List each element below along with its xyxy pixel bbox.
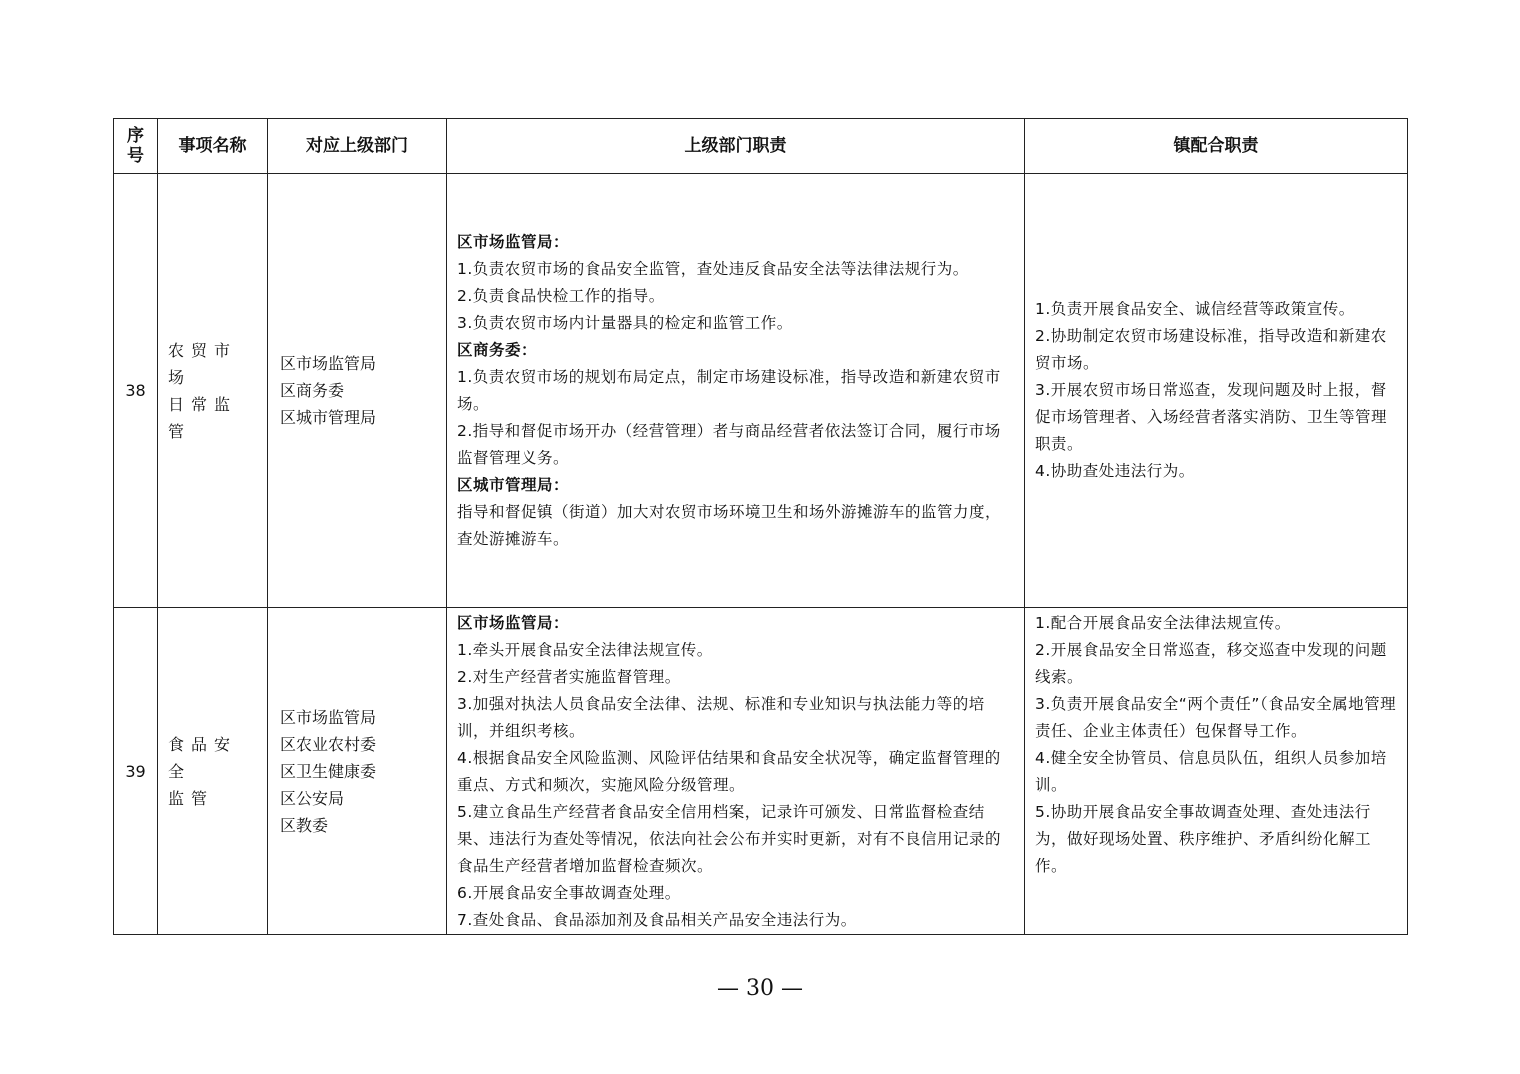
row-superior-duties: [447, 174, 1025, 608]
header-serial-line-2: 号: [127, 146, 144, 166]
header-serial: [114, 119, 158, 174]
duty-item: 2.负责食品快检工作的指导。: [457, 286, 665, 305]
header-superior-dept: 对应上级部门: [268, 119, 447, 174]
item-name-line: 监管: [168, 788, 215, 808]
row-town-duties: [1025, 608, 1408, 935]
item-name-line: 日常监管: [168, 394, 238, 441]
town-duty-item: 1.配合开展食品安全法律法规宣传。: [1035, 614, 1291, 632]
row-item-name: [158, 608, 268, 935]
department: 区农业农村委: [280, 734, 377, 754]
duty-item: 指导和督促镇（街道）加大对农贸市场环境卫生和场外游摊游车的监管力度，查处游摊游车。: [457, 502, 1002, 548]
town-duty-item: 1.负责开展食品安全、诚信经营等政策宣传。: [1035, 300, 1355, 318]
row-town-duties: [1025, 174, 1408, 608]
duty-item: 1.负责农贸市场的食品安全监管，查处违反食品安全法等法律法规行为。: [457, 259, 969, 278]
department: 区公安局: [280, 788, 345, 808]
duty-item: 3.负责农贸市场内计量器具的检定和监管工作。: [457, 313, 793, 332]
department: 区城市管理局: [280, 408, 377, 427]
duty-item: 5.建立食品生产经营者食品安全信用档案，记录许可颁发、日常监督检查结果、违法行为查处等情况，依法向社会公布并实时更新，对有不良信用记录的食品生产经营者增加监督检查频次。: [457, 803, 1002, 875]
responsibility-table-container: [113, 118, 1407, 935]
row-item-name: [158, 174, 268, 608]
duty-section-heading: 区市场监管局：: [457, 614, 570, 632]
duty-section-heading: 区城市管理局：: [457, 475, 570, 494]
town-duty-item: 4.协助查处违法行为。: [1035, 462, 1195, 480]
row-departments: [268, 174, 447, 608]
town-duty-item: 3.负责开展食品安全“两个责任”（食品安全属地管理责任、企业主体责任）包保督导工作。: [1035, 695, 1397, 740]
header-superior-duty: 上级部门职责: [447, 119, 1025, 174]
town-duty-item: 4.健全安全协管员、信息员队伍，组织人员参加培训。: [1035, 749, 1387, 794]
table-row: [114, 174, 1408, 608]
duty-item: 3.加强对执法人员食品安全法律、法规、标准和专业知识与执法能力等的培训，并组织考核。: [457, 695, 985, 740]
town-duty-item: 3.开展农贸市场日常巡查，发现问题及时上报，督促市场管理者、入场经营者落实消防、卫生等管理职责。: [1035, 381, 1388, 453]
department: 区教委: [280, 815, 329, 835]
duty-item: 7.查处食品、食品添加剂及食品相关产品安全违法行为。: [457, 911, 857, 929]
header-serial-line-1: 序: [127, 126, 144, 146]
duty-section-heading: 区商务委：: [457, 340, 538, 359]
department: 区商务委: [280, 381, 345, 400]
item-name-line: 农贸市场: [168, 340, 238, 387]
duty-item: 1.负责农贸市场的规划布局定点，制定市场建设标准，指导改造和新建农贸市场。: [457, 367, 1001, 413]
table-header-row: [114, 119, 1408, 174]
duty-item: 4.根据食品安全风险监测、风险评估结果和食品安全状况等，确定监督管理的重点、方式和频次，实施风险分级管理。: [457, 749, 1001, 794]
page-number: — 30 —: [717, 976, 803, 1001]
duty-item: 2.对生产经营者实施监督管理。: [457, 668, 681, 686]
header-item-name: 事项名称: [158, 119, 268, 174]
town-duty-item: 2.协助制定农贸市场建设标准，指导改造和新建农贸市场。: [1035, 327, 1387, 372]
row-departments: [268, 608, 447, 935]
duty-section-heading: 区市场监管局：: [457, 232, 570, 251]
duty-item: 2.指导和督促市场开办（经营管理）者与商品经营者依法签订合同，履行市场监督管理义务。: [457, 421, 1001, 467]
item-name-line: 食品安全: [168, 734, 238, 781]
town-duty-item: 5.协助开展食品安全事故调查处理、查处违法行为，做好现场处置、秩序维护、矛盾纠纷化解工作。: [1035, 803, 1372, 875]
department: 区卫生健康委: [280, 761, 377, 781]
department: 区市场监管局: [280, 354, 377, 373]
row-superior-duties: [447, 608, 1025, 935]
duty-item: 1.牵头开展食品安全法律法规宣传。: [457, 641, 713, 659]
row-number: 38: [114, 174, 158, 608]
responsibility-table: [113, 118, 1408, 935]
department: 区市场监管局: [280, 707, 377, 727]
header-town-duty: 镇配合职责: [1025, 119, 1408, 174]
town-duty-item: 2.开展食品安全日常巡查，移交巡查中发现的问题线索。: [1035, 641, 1387, 686]
table-row: [114, 608, 1408, 935]
duty-item: 6.开展食品安全事故调查处理。: [457, 884, 681, 902]
row-number: 39: [114, 608, 158, 935]
